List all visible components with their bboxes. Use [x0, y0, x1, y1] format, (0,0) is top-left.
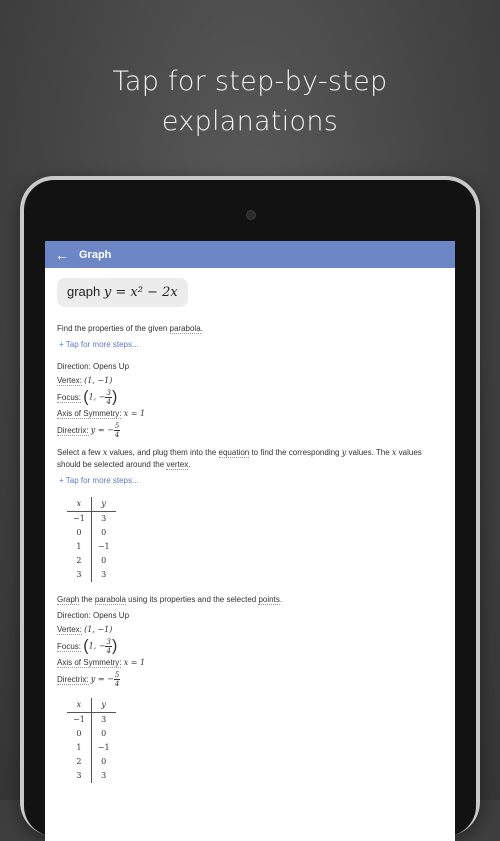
parabola-link-2[interactable]: parabola	[94, 595, 126, 604]
parabola-link[interactable]: parabola	[169, 324, 201, 333]
table-row	[67, 540, 116, 554]
intro-text	[57, 323, 443, 335]
table-row	[67, 713, 116, 728]
vertex-value: (1, −1)	[84, 376, 113, 385]
focus-link[interactable]: Focus:	[57, 392, 82, 402]
axis-link[interactable]: Axis of Symmetry:	[57, 658, 122, 667]
table-cell-y: 3	[101, 514, 107, 523]
properties-block-2	[57, 610, 443, 688]
table-cell-y: 3	[101, 771, 107, 780]
open-paren: (	[83, 388, 89, 406]
axis-value: x = 1	[123, 409, 146, 418]
select-text-4: values. The	[346, 448, 392, 457]
table-cell-x: −1	[67, 713, 91, 728]
directrix-fraction	[114, 422, 120, 439]
directrix-denominator: 4	[114, 680, 120, 688]
table-cell-x: 2	[67, 755, 91, 769]
directrix-prefix: y = −	[90, 425, 114, 435]
table-header-row	[67, 698, 116, 713]
select-text-2: values, and plug them into the	[107, 448, 219, 457]
table-row	[67, 741, 116, 755]
table-cell-y: 3	[101, 570, 107, 579]
focus-line	[57, 389, 443, 406]
table-header-x: x	[67, 497, 91, 512]
points-link[interactable]: points	[258, 595, 280, 604]
vertex-text-link[interactable]: vertex	[166, 460, 189, 469]
solution-content	[45, 268, 455, 805]
table-cell-x: 3	[67, 568, 91, 582]
promo-headline-line2: explanations	[161, 106, 339, 137]
direction-line: Direction: Opens Up	[57, 362, 130, 371]
focus-numerator: 3	[106, 638, 111, 646]
vertex-link[interactable]: Vertex:	[57, 625, 82, 634]
table-header-x: x	[67, 698, 91, 713]
table-cell-x: 2	[67, 554, 91, 568]
select-text-6: .	[188, 460, 191, 469]
focus-prefix: 1, −	[88, 392, 106, 402]
directrix-line	[57, 671, 443, 688]
axis-link[interactable]: Axis of Symmetry:	[57, 409, 122, 418]
vertex-line	[57, 624, 443, 636]
table-cell-y: 0	[101, 729, 107, 738]
table-row	[67, 769, 116, 783]
graph-step-text	[57, 594, 443, 606]
table-cell-x: 1	[67, 741, 91, 755]
table-cell-y: 0	[101, 528, 107, 537]
table-header-row	[67, 497, 116, 512]
focus-line	[57, 638, 443, 655]
select-values-text	[57, 447, 443, 471]
table-row	[67, 554, 116, 568]
table-cell-x: −1	[67, 512, 91, 527]
table-row	[67, 526, 116, 540]
vertex-link[interactable]: Vertex:	[57, 376, 82, 385]
table-cell-x: 3	[67, 769, 91, 783]
intro-text-end: .	[200, 324, 203, 333]
query-equation: y = x² − 2x	[103, 285, 178, 300]
table-header-y: y	[91, 698, 115, 713]
table-cell-y: −1	[97, 542, 110, 551]
direction-line: Direction: Opens Up	[57, 611, 130, 620]
table-cell-y: −1	[97, 743, 110, 752]
app-bar	[45, 241, 455, 268]
properties-block	[57, 361, 443, 439]
axis-value: x = 1	[123, 658, 146, 667]
select-text-3: to find the corresponding	[249, 448, 342, 457]
directrix-prefix: y = −	[90, 674, 114, 684]
xy-values-table	[67, 497, 116, 582]
vertex-value: (1, −1)	[84, 625, 113, 634]
directrix-numerator: 5	[114, 422, 120, 430]
open-paren: (	[83, 637, 89, 655]
select-text-1: Select a few	[57, 448, 103, 457]
table-row	[67, 727, 116, 741]
graph-text-2: using its properties and the selected	[125, 595, 259, 604]
table-header-y: y	[91, 497, 115, 512]
table-cell-x: 1	[67, 540, 91, 554]
table-row	[67, 512, 116, 527]
app-title: Graph	[79, 248, 112, 261]
graph-link[interactable]: Graph	[57, 595, 80, 604]
query-bubble[interactable]	[57, 278, 188, 307]
axis-line	[57, 657, 443, 669]
close-paren: )	[111, 388, 118, 406]
table-row	[67, 568, 116, 582]
table-cell-x: 0	[67, 727, 91, 741]
tablet-frame	[20, 176, 480, 836]
app-screen	[45, 241, 455, 841]
select-y-1: y	[341, 448, 347, 457]
select-x-1: x	[102, 448, 108, 457]
intro-text-start: Find the properties of the given	[57, 324, 170, 333]
directrix-numerator: 5	[114, 671, 120, 679]
select-text-5: values should be selected around the	[57, 448, 422, 469]
focus-numerator: 3	[106, 389, 111, 397]
graph-text-1: the	[79, 595, 95, 604]
tap-more-steps-link[interactable]: + Tap for more steps...	[59, 340, 139, 349]
focus-denominator: 4	[106, 647, 111, 655]
promo-headline	[0, 62, 500, 142]
tablet-bezel	[24, 180, 476, 836]
directrix-link[interactable]: Directrix:	[57, 425, 89, 435]
focus-denominator: 4	[106, 398, 111, 406]
graph-text-3: .	[279, 595, 283, 604]
select-x-2: x	[391, 448, 397, 457]
close-paren: )	[111, 637, 118, 655]
back-arrow-icon[interactable]: ←	[55, 246, 69, 263]
tap-more-steps-link-2[interactable]: + Tap for more steps...	[59, 476, 139, 485]
equation-link[interactable]: equation	[218, 448, 250, 457]
camera-icon	[246, 210, 256, 220]
query-prefix: graph	[67, 284, 101, 299]
table-cell-y: 3	[101, 715, 107, 724]
axis-line	[57, 408, 443, 420]
vertex-line	[57, 375, 443, 387]
table-cell-y: 0	[101, 757, 107, 766]
table-row	[67, 755, 116, 769]
directrix-line	[57, 422, 443, 439]
directrix-fraction	[114, 671, 120, 688]
directrix-link[interactable]: Directrix:	[57, 674, 89, 684]
focus-link[interactable]: Focus:	[57, 641, 82, 651]
xy-values-table-2	[67, 698, 116, 783]
focus-prefix: 1, −	[88, 641, 106, 651]
table-cell-y: 0	[101, 556, 107, 565]
directrix-denominator: 4	[114, 431, 120, 439]
table-cell-x: 0	[67, 526, 91, 540]
promo-headline-line1: Tap for step-by-step	[112, 66, 388, 97]
